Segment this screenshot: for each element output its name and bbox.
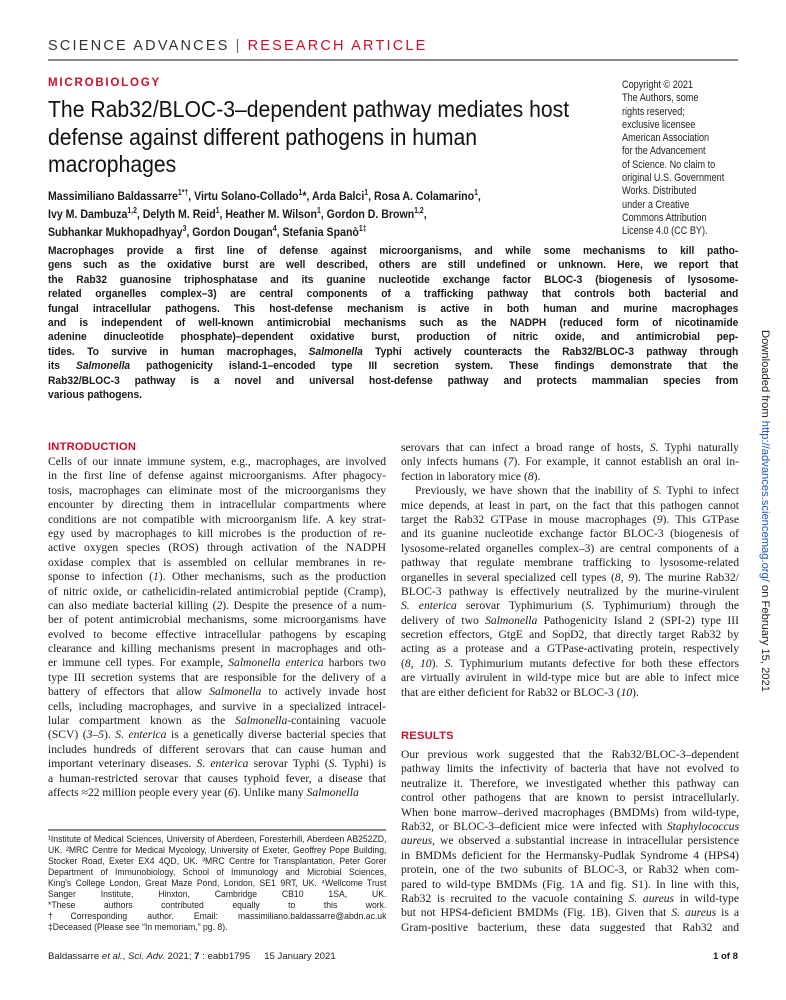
text-line: Rab32/BLOC-3 pathway is a novel and universal host-defense pathway and protects mammalian species from — [48, 374, 739, 387]
footer-sep: , — [122, 951, 129, 962]
download-link[interactable]: http://advances.sciencemag.org/ — [759, 420, 771, 582]
footer-article-id: : eabb1795 — [199, 951, 251, 962]
text-line — [401, 820, 739, 834]
page-number: 1 of 8 — [712, 951, 738, 962]
text-line: ber of potent antimicrobial mechanisms, some microorganisms have — [48, 613, 386, 627]
text-line — [48, 757, 386, 771]
italic-run: Salmonella — [235, 714, 288, 728]
text-line: Works. Distributed — [622, 185, 697, 198]
text-line: includes hundreds of different serovars that can cause human and — [48, 742, 386, 756]
text-line: Our previous work suggested that the Rab32/BLOC-3–dependent — [401, 748, 739, 761]
text-line: in the first line of defense against microorganisms. After phagocy- — [48, 469, 386, 483]
text-run: lular compartment known as the — [48, 714, 236, 728]
italic-run: Salmonella enterica — [228, 656, 324, 670]
text-line: secretion effectors, GtgE and SopD2, that directly target Rab32 by — [401, 628, 739, 642]
text-run: , Stefania Spanò — [276, 225, 359, 239]
text-line: Commons Attribution — [622, 211, 707, 224]
affiliation-marker: 3 — [182, 223, 187, 233]
text-line: UK. ²MRC Centre for Medical Mycology, University of Exeter, Geoffrey Pope Building, — [48, 845, 387, 856]
affiliation-marker: 1 — [298, 187, 303, 197]
text-line: Stocker Road, Exeter EX4 4QD, UK. ³MRC Centre for Transplantation, Peter Gorer — [48, 856, 387, 867]
text-line — [48, 714, 386, 728]
text-run: Rab32 is recruited to the vacuole containing — [401, 891, 629, 905]
abstract — [48, 244, 738, 402]
italic-run: 2 — [216, 598, 223, 612]
text-line: encounter by directing them in intracellular compartments where — [48, 498, 386, 512]
text-line: American Association — [622, 132, 710, 145]
text-line: for the Advancement — [622, 145, 706, 158]
text-line: in BMDMs deficient for the Hermansky-Pudlak Syndrome 4 (HPS4) — [401, 848, 739, 862]
affiliation-marker: 1‡ — [358, 223, 367, 233]
italic-run: 8, 9 — [614, 570, 635, 584]
text-run: , Heather M. Wilson — [219, 207, 317, 221]
text-run: can also mediate bacterial killing ( — [48, 598, 217, 612]
text-run: -containing vacuole — [287, 714, 386, 728]
text-line: original U.S. Government — [622, 172, 725, 185]
text-line — [48, 599, 386, 613]
text-run: Typhi) is — [337, 757, 386, 771]
footer-etal: et al. — [101, 951, 123, 962]
text-line: mice depends, at least in part, on the fact that this pathogen cannot — [401, 498, 739, 512]
text-run: serovar Typhi ( — [248, 757, 329, 771]
text-run: ). — [632, 685, 639, 699]
text-run: Previously, we have shown that the inability of — [415, 484, 653, 498]
footer-author: Baldassarre — [48, 951, 102, 962]
affiliation-marker: 1 — [364, 187, 369, 197]
text-run: to actively invade host — [261, 685, 386, 699]
header-rule — [48, 59, 738, 61]
footer-date: 15 January 2021 — [264, 951, 336, 962]
download-note — [759, 330, 771, 692]
text-run: that are either deficient for Rab32 or BLOC-3 ( — [401, 685, 621, 699]
text-line — [401, 484, 739, 498]
italic-run: S. enterica — [401, 599, 457, 613]
section-label: MICROBIOLOGY — [48, 77, 161, 89]
text-line: When bone marrow–derived macrophages (BMDMs) from wild-type, — [401, 805, 739, 819]
text-run: , Rosa A. Colamarino — [368, 189, 475, 203]
text-run: ). Despite the presence of a num- — [222, 598, 386, 612]
text-line — [401, 441, 739, 455]
download-note-date: on February 15, 2021 — [759, 581, 771, 692]
text-run: serovars that can infect a broad range of hosts, — [401, 441, 650, 454]
introduction-left-column — [48, 455, 386, 800]
text-run: (SCV) ( — [48, 728, 87, 742]
citation-footer — [48, 951, 336, 962]
text-run: ). Other mechanisms, such as the production — [158, 570, 387, 584]
text-run: Typhi actively counteracts the Rab32/BLOC-3 pathway through — [362, 345, 739, 358]
text-line: clearance and killing mechanisms present in macrophages and oth- — [48, 642, 386, 656]
text-line: tosis, macrophages can eliminate most of the microorganisms they — [48, 483, 386, 497]
italic-run: Staphylococcus — [666, 819, 739, 833]
introduction-heading: INTRODUCTION — [48, 441, 137, 453]
text-line: BLOC-3 pathway is effectively neutralized by the murine-virulent — [401, 584, 739, 598]
text-line: a human-restricted serovar that causes typhoid fever, a disease that — [48, 771, 386, 785]
italic-run: 6 — [228, 785, 234, 799]
text-line: oxidase complex that is assembled on cellular membranes in re- — [48, 555, 386, 569]
journal-name: SCIENCE ADVANCES — [48, 38, 230, 54]
text-run: its — [48, 360, 76, 373]
footnote-rule — [48, 829, 386, 831]
text-run: battery of effectors that allow — [48, 685, 210, 699]
text-line — [48, 656, 386, 670]
italic-run: S. — [649, 441, 659, 454]
text-line: exclusive licensee — [622, 118, 696, 131]
italic-run: S. aureus — [671, 906, 717, 920]
text-line — [401, 906, 739, 920]
text-line: related organelles complex–3) are central components of a trafficking pathway that controls both bacterial and — [48, 288, 739, 301]
text-line: are virtually avirulent in wild-type mice but are able to infect mice — [401, 671, 739, 685]
affiliations-footnotes — [48, 834, 386, 933]
text-run: , Gordon Dougan — [186, 225, 273, 239]
text-line: and its guanine nucleotide exchange factor BLOC-3 (biogenesis of — [401, 527, 739, 541]
text-run: pathogenicity island-1–encoded type III secretion system. These findings demonstrate that the — [130, 360, 739, 373]
text-run: harbors two — [323, 656, 386, 670]
text-run: but not HPS4-deficient BMDMs (Fig. 1B). Given that — [401, 906, 672, 920]
text-line: pathway that regulate membrane trafficking to lysosome-related — [401, 556, 739, 570]
italic-run: 7 — [507, 455, 514, 469]
italic-run: S. — [444, 656, 454, 670]
affiliation-marker: 1 — [474, 187, 478, 197]
text-line: fungal intracellular pathogens. This host-defense mechanism is active in both human and murine macrophages — [48, 302, 739, 315]
text-run: , — [477, 189, 481, 203]
text-line: The Rab32/BLOC-3–dependent pathway mediates host — [48, 96, 570, 122]
text-run: Subhankar Mukhopadhyay — [48, 225, 183, 239]
introduction-right-paragraph-2 — [401, 484, 739, 700]
footer-year: 2021; — [164, 951, 195, 962]
text-run: ). This GTPase — [662, 512, 739, 526]
text-line — [48, 685, 386, 699]
text-run: Typhimurium mutants defective for both these effectors — [453, 656, 739, 670]
text-line: protein, one of the two subunits of BLOC-3, or Rab32 when com- — [401, 863, 739, 877]
text-line: Sanger Institute, Hinxton, Cambridge CB10 1SA, UK. — [48, 889, 387, 900]
text-run: ). Unlike many — [233, 785, 307, 799]
italic-run: 10 — [419, 656, 432, 670]
download-note-prefix: Downloaded from — [759, 330, 771, 421]
text-run: ). For example, it cannot establish an oral in- — [513, 455, 739, 469]
text-line: pathway limits the infectivity of bacteria that have not evolved to — [401, 762, 739, 776]
text-run: is a — [716, 906, 739, 920]
text-line: pared to wild-type BMDMs (Fig. 1A and fig. S1). In line with this, — [401, 877, 739, 891]
article-type: RESEARCH ARTICLE — [247, 38, 428, 54]
italic-run: 1 — [152, 570, 159, 584]
text-line: under a Creative — [622, 198, 690, 211]
affiliation-marker: 1 — [215, 205, 220, 215]
text-run: is a genetically diverse bacterial species that — [166, 728, 386, 742]
text-line: adenine dinucleotide phosphate)–dependent oxidative burst, production of nitric oxide, and antimicrobial pep- — [48, 331, 739, 344]
affiliation-marker: 1,2 — [127, 205, 137, 215]
text-run: Massimiliano Baldassarre — [48, 189, 178, 203]
journal-header — [48, 38, 428, 54]
text-run: ). — [431, 656, 445, 670]
text-run: , — [410, 656, 420, 670]
text-run: , we observed a substantial increase in intracellular persistence — [432, 834, 739, 848]
text-line: macrophages — [48, 151, 177, 177]
text-line: the Rab32 guanosine triphosphatase and its guanine nucleotide exchange factor BLOC-3 (biogenesis of lysosome- — [48, 273, 739, 286]
text-run: delivery of two — [401, 613, 486, 627]
text-run: affects ≈22 million people every year ( — [48, 785, 228, 799]
italic-run: Salmonella — [308, 345, 363, 358]
text-run: ). The murine Rab32/ — [634, 570, 739, 584]
text-line: acting as a protease and a GTPase-activating protein, respectively — [401, 642, 739, 656]
affiliation-marker: 4 — [272, 223, 277, 233]
text-line: Cells of our innate immune system, e.g., macrophages, are involved — [48, 455, 386, 468]
text-run: , Virtu Solano-Collado — [188, 189, 299, 203]
text-line: Gram-positive bacterium, these data suggested that Rab32 and — [401, 920, 739, 934]
text-line: various pathogens. — [48, 388, 142, 401]
italic-run: S. — [652, 484, 662, 498]
text-run: Typhi naturally — [658, 441, 739, 454]
text-line — [48, 786, 386, 800]
affiliation-marker: 1*† — [177, 187, 189, 197]
text-line: License 4.0 (CC BY). — [622, 225, 708, 238]
text-run: target the Rab32 GTPase in mouse macrophages ( — [401, 512, 657, 526]
results-heading: RESULTS — [401, 730, 454, 742]
text-line — [401, 686, 739, 700]
text-line: and is independent of well-known antimicrobial mechanisms such as the NADPH (reduced form of nicotinamide — [48, 316, 739, 329]
text-run: only infects humans ( — [401, 455, 508, 469]
text-line — [401, 455, 739, 469]
text-run: fection in laboratory mice ( — [401, 469, 528, 483]
copyright-notice — [622, 79, 742, 239]
text-run: ). — [104, 728, 116, 742]
italic-run: S. enterica — [196, 757, 249, 771]
text-line — [48, 187, 581, 205]
text-line: Macrophages provide a first line of defense against microorganisms, and while some mechanisms to kill patho- — [48, 245, 739, 257]
text-line: rights reserved; — [622, 105, 685, 118]
text-line: of nitric oxide, or cathelicidin-related antimicrobial peptide (Cramp), — [48, 584, 386, 598]
text-line: cells, including macrophages, and survive in a specialized intracel- — [48, 699, 386, 713]
italic-run: S. — [328, 757, 338, 771]
text-line: neutralize it. Therefore, we investigated whether this pathway can — [401, 776, 739, 790]
text-line: egy used by macrophages to kill microbes is the production of re- — [48, 526, 386, 540]
text-run: , — [423, 207, 427, 221]
text-line: King's College London, Great Maze Pond, London, SE1 9RT, UK. ⁴Wellcome Trust — [48, 878, 387, 889]
text-line — [401, 614, 739, 628]
text-line: of Science. No claim to — [622, 158, 716, 171]
text-line — [401, 571, 739, 585]
text-run: Rab32, or BLOC-3–deficient mice were infected with — [401, 819, 667, 833]
text-line — [48, 345, 738, 359]
text-run: serovar Typhimurium ( — [456, 599, 586, 613]
text-line: control other pathogens that are known to persist intracellularly. — [401, 791, 739, 805]
italic-run: Salmonella — [75, 360, 131, 373]
text-run: ( — [401, 656, 405, 670]
article-title — [48, 96, 618, 179]
text-line — [48, 570, 386, 584]
italic-run: S. aureus — [628, 891, 675, 905]
header-separator: | — [235, 38, 242, 54]
text-line: *These authors contributed equally to this work. — [48, 900, 387, 911]
text-run: er immune cell types. For example, — [48, 656, 229, 670]
affiliation-marker: 1,2 — [414, 205, 424, 215]
italic-run: S. — [585, 599, 595, 613]
text-line: conditions are not compatible with microorganism life. A key strat- — [48, 512, 386, 526]
text-run: important veterinary diseases. — [48, 757, 197, 771]
text-run: organelles in several specialized cell types ( — [401, 570, 615, 584]
footer-journal: Sci. Adv. — [128, 951, 165, 962]
text-run: *, Arda Balci — [302, 189, 365, 203]
results-paragraph — [401, 748, 739, 935]
italic-run: S. enterica — [115, 728, 167, 742]
text-line — [48, 728, 386, 742]
text-line: evolved to become effective intracellular pathogens by escaping — [48, 627, 386, 641]
text-line — [48, 205, 581, 223]
text-line — [48, 359, 738, 373]
italic-run: aureus — [401, 834, 433, 848]
text-line: The Authors, some — [622, 92, 699, 105]
text-run: Ivy M. Dambuza — [48, 207, 128, 221]
text-line — [401, 470, 739, 484]
italic-run: 9 — [656, 512, 663, 526]
footer-volume: 7 — [194, 951, 200, 962]
italic-run: Salmonella — [306, 785, 359, 799]
text-run: sponse to infection ( — [48, 570, 153, 584]
italic-run: 8 — [527, 469, 534, 483]
italic-run: 8 — [404, 656, 411, 670]
text-run: tides. To survive in human macrophages, — [48, 345, 309, 358]
text-line — [48, 223, 581, 241]
text-line: Copyright © 2021 — [622, 79, 694, 91]
text-line: lysosome-related organelles complex–3) are central components of a — [401, 541, 739, 555]
affiliation-marker: 1 — [316, 205, 321, 215]
italic-run: 10 — [620, 685, 633, 699]
text-line: gens such as the oxidative burst are well described, others are still undefined or unknown. Here, we report that — [48, 259, 739, 272]
author-list — [48, 187, 581, 241]
text-line: defense against different pathogens in human — [48, 123, 478, 150]
text-run: Pathogenicity Island 2 (SPI-2) type III — [537, 613, 739, 627]
text-run: Typhi to infect — [661, 484, 739, 498]
introduction-right-paragraph-1 — [401, 441, 739, 484]
italic-run: Salmonella — [209, 685, 262, 699]
text-run: ). — [533, 469, 541, 483]
text-line — [401, 657, 739, 671]
text-line: ‡Deceased (Please see “In memoriam,” pg. 8). — [48, 922, 228, 933]
text-run: Typhimurium) through the — [594, 599, 739, 613]
text-line: active oxygen species (ROS) through activation of the NADPH — [48, 541, 386, 555]
text-line — [401, 892, 739, 906]
text-line: ¹Institute of Medical Sciences, University of Aberdeen, Foresterhill, Aberdeen AB252ZD, — [48, 834, 387, 845]
italic-run: 3–5 — [86, 728, 105, 742]
text-line: Department of Immunobiology, School of Immunology and Microbial Sciences, — [48, 867, 387, 878]
italic-run: Salmonella — [485, 613, 538, 627]
text-line — [401, 834, 739, 848]
text-line: type III secretion systems that are responsible for the delivery of a — [48, 670, 386, 684]
text-line — [401, 599, 739, 613]
text-line — [401, 513, 739, 527]
text-run: , Delyth M. Reid — [136, 207, 216, 221]
text-run: , Gordon D. Brown — [320, 207, 415, 221]
text-run: in wild-type — [674, 891, 739, 905]
text-line: †Corresponding author. Email: massimiliano.baldassarre@abdn.ac.uk — [48, 911, 387, 922]
